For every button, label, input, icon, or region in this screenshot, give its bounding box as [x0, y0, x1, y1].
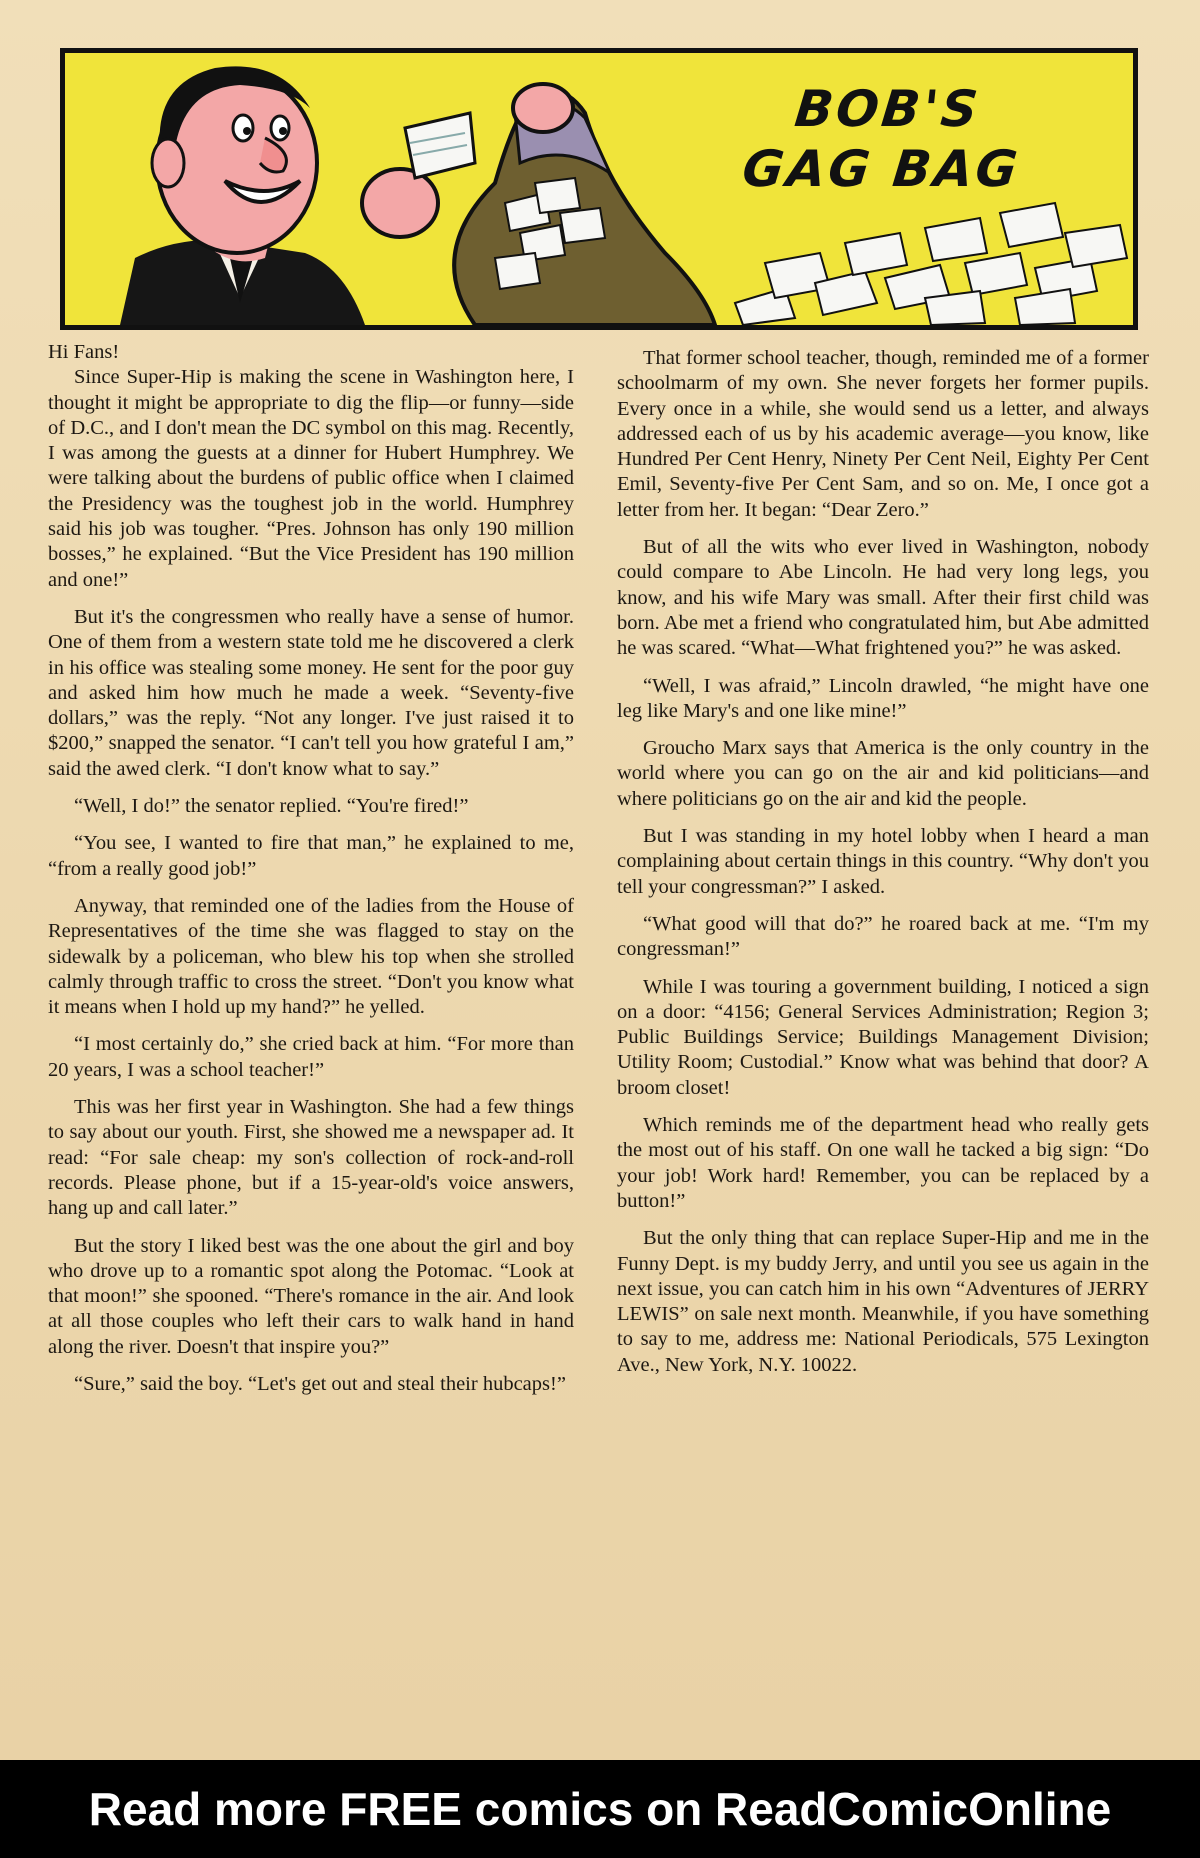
paragraph: “Well, I do!” the senator replied. “You're fired!” — [74, 795, 469, 818]
promo-footer-text[interactable]: Read more FREE comics on ReadComicOnline — [88, 1783, 1112, 1835]
paragraph: But the only thing that can replace Super-Hip and me in the Funny Dept. is my buddy Jerry, and until you see us again in the next issue, you can catch him in his own “Adventures of JERRY LEWIS” on sale next month. Meanwhile, if you have something to say to me, address me: National Periodicals, 575 Lexington Ave., New York, N.Y. 10022. — [617, 1227, 1149, 1376]
paragraph: Which reminds me of the department head who really gets the most out of his staff. On one wall he tacked a big sign: “Do your job! Work hard! Remember, you can be replaced by a button!” — [617, 1114, 1149, 1212]
paragraph: But of all the wits who ever lived in Washington, nobody could compare to Abe Lincoln. He had very long legs, you know, and his wife Mary was small. After their first child was born. Abe met a friend who congratulated him, but Abe admitted he was scared. “What—What frightened you?” he was asked. — [617, 536, 1149, 660]
paragraph: Since Super-Hip is making the scene in Washington here, I thought it might be appropriate to dig the flip—or funny—side of D.C., and I don't mean the DC symbol on this mag. Recently, I was among the guests at a dinner for Hubert Humphrey. We were talking about the burdens of public office when I claimed the Presidency was the toughest job in the world. Humphrey said his job was tougher. “Pres. Johnson has only 190 million bosses,” he explained. “But the Vice President has 190 million and one!” — [48, 366, 574, 591]
gag-bag-banner — [60, 48, 1138, 330]
right-text-column — [617, 346, 1149, 1390]
paragraph: But the story I liked best was the one about the girl and boy who drove up to a romantic spot along the Potomac. “Look at that moon!” she spooned. “There's romance in the air. And look at all those couples who left their cars to walk hand in hand along the river. Doesn't that inspire you?” — [48, 1234, 574, 1358]
left-text-column — [48, 340, 574, 1409]
paragraph: But I was standing in my hotel lobby when I heard a man complaining about certain things in this country. “Why don't you tell your congressman?” I asked. — [617, 825, 1149, 898]
paragraph: “Well, I was afraid,” Lincoln drawled, “he might have one leg like Mary's and one like mine!” — [617, 674, 1149, 722]
paragraph: “What good will that do?” he roared back at me. “I'm my congressman!” — [617, 912, 1149, 961]
banner-title-line2: GAG BAG — [739, 140, 1023, 198]
banner-title — [740, 79, 1030, 199]
paragraph: While I was touring a government building, I noticed a sign on a door: “4156; General Services Administration; Region 3; Public Buildings Service; Buildings Management Division; Utility Room; Custodial.” Know what was behind that door? A broom closet! — [617, 975, 1149, 1099]
paragraph: “Sure,” said the boy. “Let's get out and steal their hubcaps!” — [74, 1372, 566, 1395]
paragraph: “You see, I wanted to fire that man,” he explained to me, “from a really good job!” — [48, 832, 574, 880]
paragraph: “I most certainly do,” she cried back at him. “For more than 20 years, I was a school teacher!” — [48, 1033, 574, 1081]
banner-title-line1: BOB'S — [792, 80, 984, 138]
paragraph: But it's the congressmen who really have a sense of humor. One of them from a western state told me he discovered a clerk in his office was stealing some money. He sent for the poor guy and asked him how much he made a week. “Seventy-five dollars,” was the reply. “Not any longer. I've just raised it to $200,” snapped the senator. “I can't tell you how grateful I am,” said the awed clerk. “I don't know what to say.” — [48, 605, 574, 780]
promo-footer-banner[interactable] — [0, 1760, 1200, 1858]
paragraph: This was her first year in Washington. She had a few things to say about our youth. First, she showed me a newspaper ad. It read: “For sale cheap: my son's collection of rock-and-roll records. Please phone, but if a 15-year-old's voice answers, hang up and call later.” — [48, 1096, 574, 1220]
paragraph: That former school teacher, though, reminded me of a former schoolmarm of my own. She never forgets her former pupils. Every once in a while, she would send us a letter, and always addressed each of us by his academic average—you know, like Hundred Per Cent Henry, Ninety Per Cent Neil, Eighty Per Cent Emil, Seventy-five Per Cent Sam, and so on. Me, I once got a letter from her. It began: “Dear Zero.” — [617, 347, 1149, 521]
paragraph: Anyway, that reminded one of the ladies from the House of Representatives of the time she was flagged to stay on the sidewalk by a policeman, who blew his top when she strolled calmly through traffic to cross the street. “Don't you know what it means when I hold up my hand?” he yelled. — [48, 894, 574, 1019]
paragraph: Groucho Marx says that America is the only country in the world where you can go on the air and kid politicians—and where politicians go on the air and kid the people. — [617, 737, 1149, 810]
greeting: Hi Fans! — [48, 341, 120, 363]
